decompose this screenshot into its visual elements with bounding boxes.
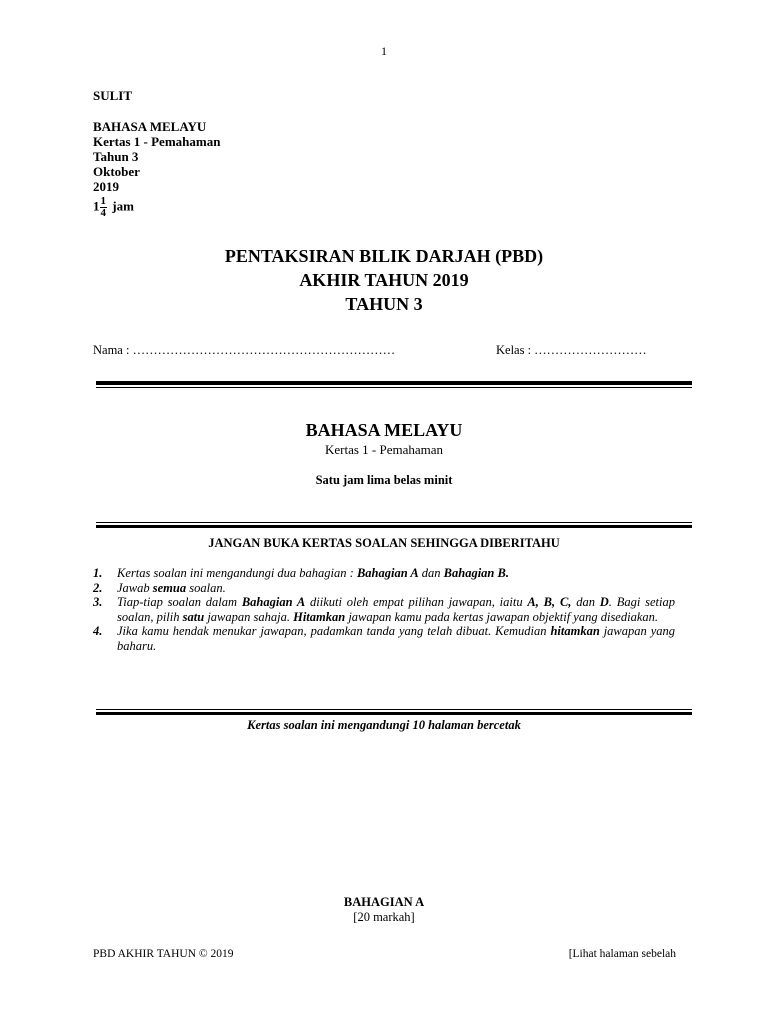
- instruction-number: 4.: [93, 624, 103, 638]
- duration-fraction: [100, 196, 108, 219]
- instruction-text: Kertas soalan ini mengandungi dua bahagian : Bahagian A dan Bahagian B.: [117, 566, 509, 580]
- header-year: 2019: [93, 179, 119, 194]
- header-duration: [93, 196, 134, 219]
- page-number: 1: [381, 44, 387, 58]
- instruction-item: [93, 595, 675, 624]
- instructions-list: [93, 566, 675, 653]
- note-top-rule-thin: [96, 709, 692, 710]
- page-count-note: Kertas soalan ini mengandungi 10 halaman bercetak: [247, 718, 521, 732]
- instruction-item: [93, 624, 675, 653]
- class-field[interactable]: Kelas : ………………………: [496, 343, 647, 357]
- instruction-number: 3.: [93, 595, 103, 609]
- instruction-text: Jika kamu hendak menukar jawapan, padamkan tanda yang telah dibuat. Kemudian hitamkan jawapan yang baharu.: [117, 624, 676, 653]
- paper-name: Kertas 1 - Pemahaman: [324, 442, 444, 457]
- duration-numerator: 1: [100, 195, 106, 207]
- instruction-item: [93, 581, 675, 596]
- paper-subject: BAHASA MELAYU: [305, 420, 463, 440]
- exam-title-line3: TAHUN 3: [345, 294, 423, 314]
- header-paper: Kertas 1 - Pemahaman: [93, 134, 221, 149]
- paper-duration: Satu jam lima belas minit: [315, 473, 453, 487]
- footer-left: PBD AKHIR TAHUN © 2019: [93, 948, 234, 960]
- instruction-item: [93, 566, 675, 581]
- classification-label: SULIT: [93, 88, 133, 103]
- duration-unit: jam: [112, 198, 134, 214]
- instructions-top-rule-thick: [96, 525, 692, 528]
- instruction-number: 2.: [93, 580, 103, 595]
- duration-denominator: 4: [100, 207, 106, 219]
- exam-title-line1: PENTAKSIRAN BILIK DARJAH (PBD): [224, 246, 544, 266]
- instruction-text: Tiap-tiap soalan dalam Bahagian A diikuti oleh empat pilihan jawapan, iaitu A, B, C, dan D. Bagi setiap soalan, pilih satu jawapan sahaja. Hitamkan jawapan kamu pada kertas jawapan objektif yang disediakan.: [117, 595, 675, 624]
- header-subject: BAHASA MELAYU: [93, 119, 207, 134]
- header-month: Oktober: [93, 164, 140, 179]
- instruction-number: 1.: [93, 566, 103, 580]
- footer-right: [Lihat halaman sebelah: [568, 948, 676, 960]
- header-year-level: Tahun 3: [93, 149, 139, 164]
- name-field[interactable]: Nama : ………………………………………………………: [93, 343, 396, 357]
- instruction-text: Jawab semua soalan.: [117, 580, 226, 595]
- instructions-heading: JANGAN BUKA KERTAS SOALAN SEHINGGA DIBERITAHU: [208, 536, 560, 550]
- exam-title-line2: AKHIR TAHUN 2019: [299, 270, 469, 290]
- section-marks: [20 markah]: [353, 910, 415, 924]
- divider-thin: [96, 387, 692, 388]
- duration-whole: 1: [93, 198, 100, 214]
- divider-thick: [96, 381, 692, 385]
- section-title: BAHAGIAN A: [343, 895, 425, 909]
- instructions-top-rule-thin: [96, 522, 692, 523]
- note-top-rule-thick: [96, 712, 692, 715]
